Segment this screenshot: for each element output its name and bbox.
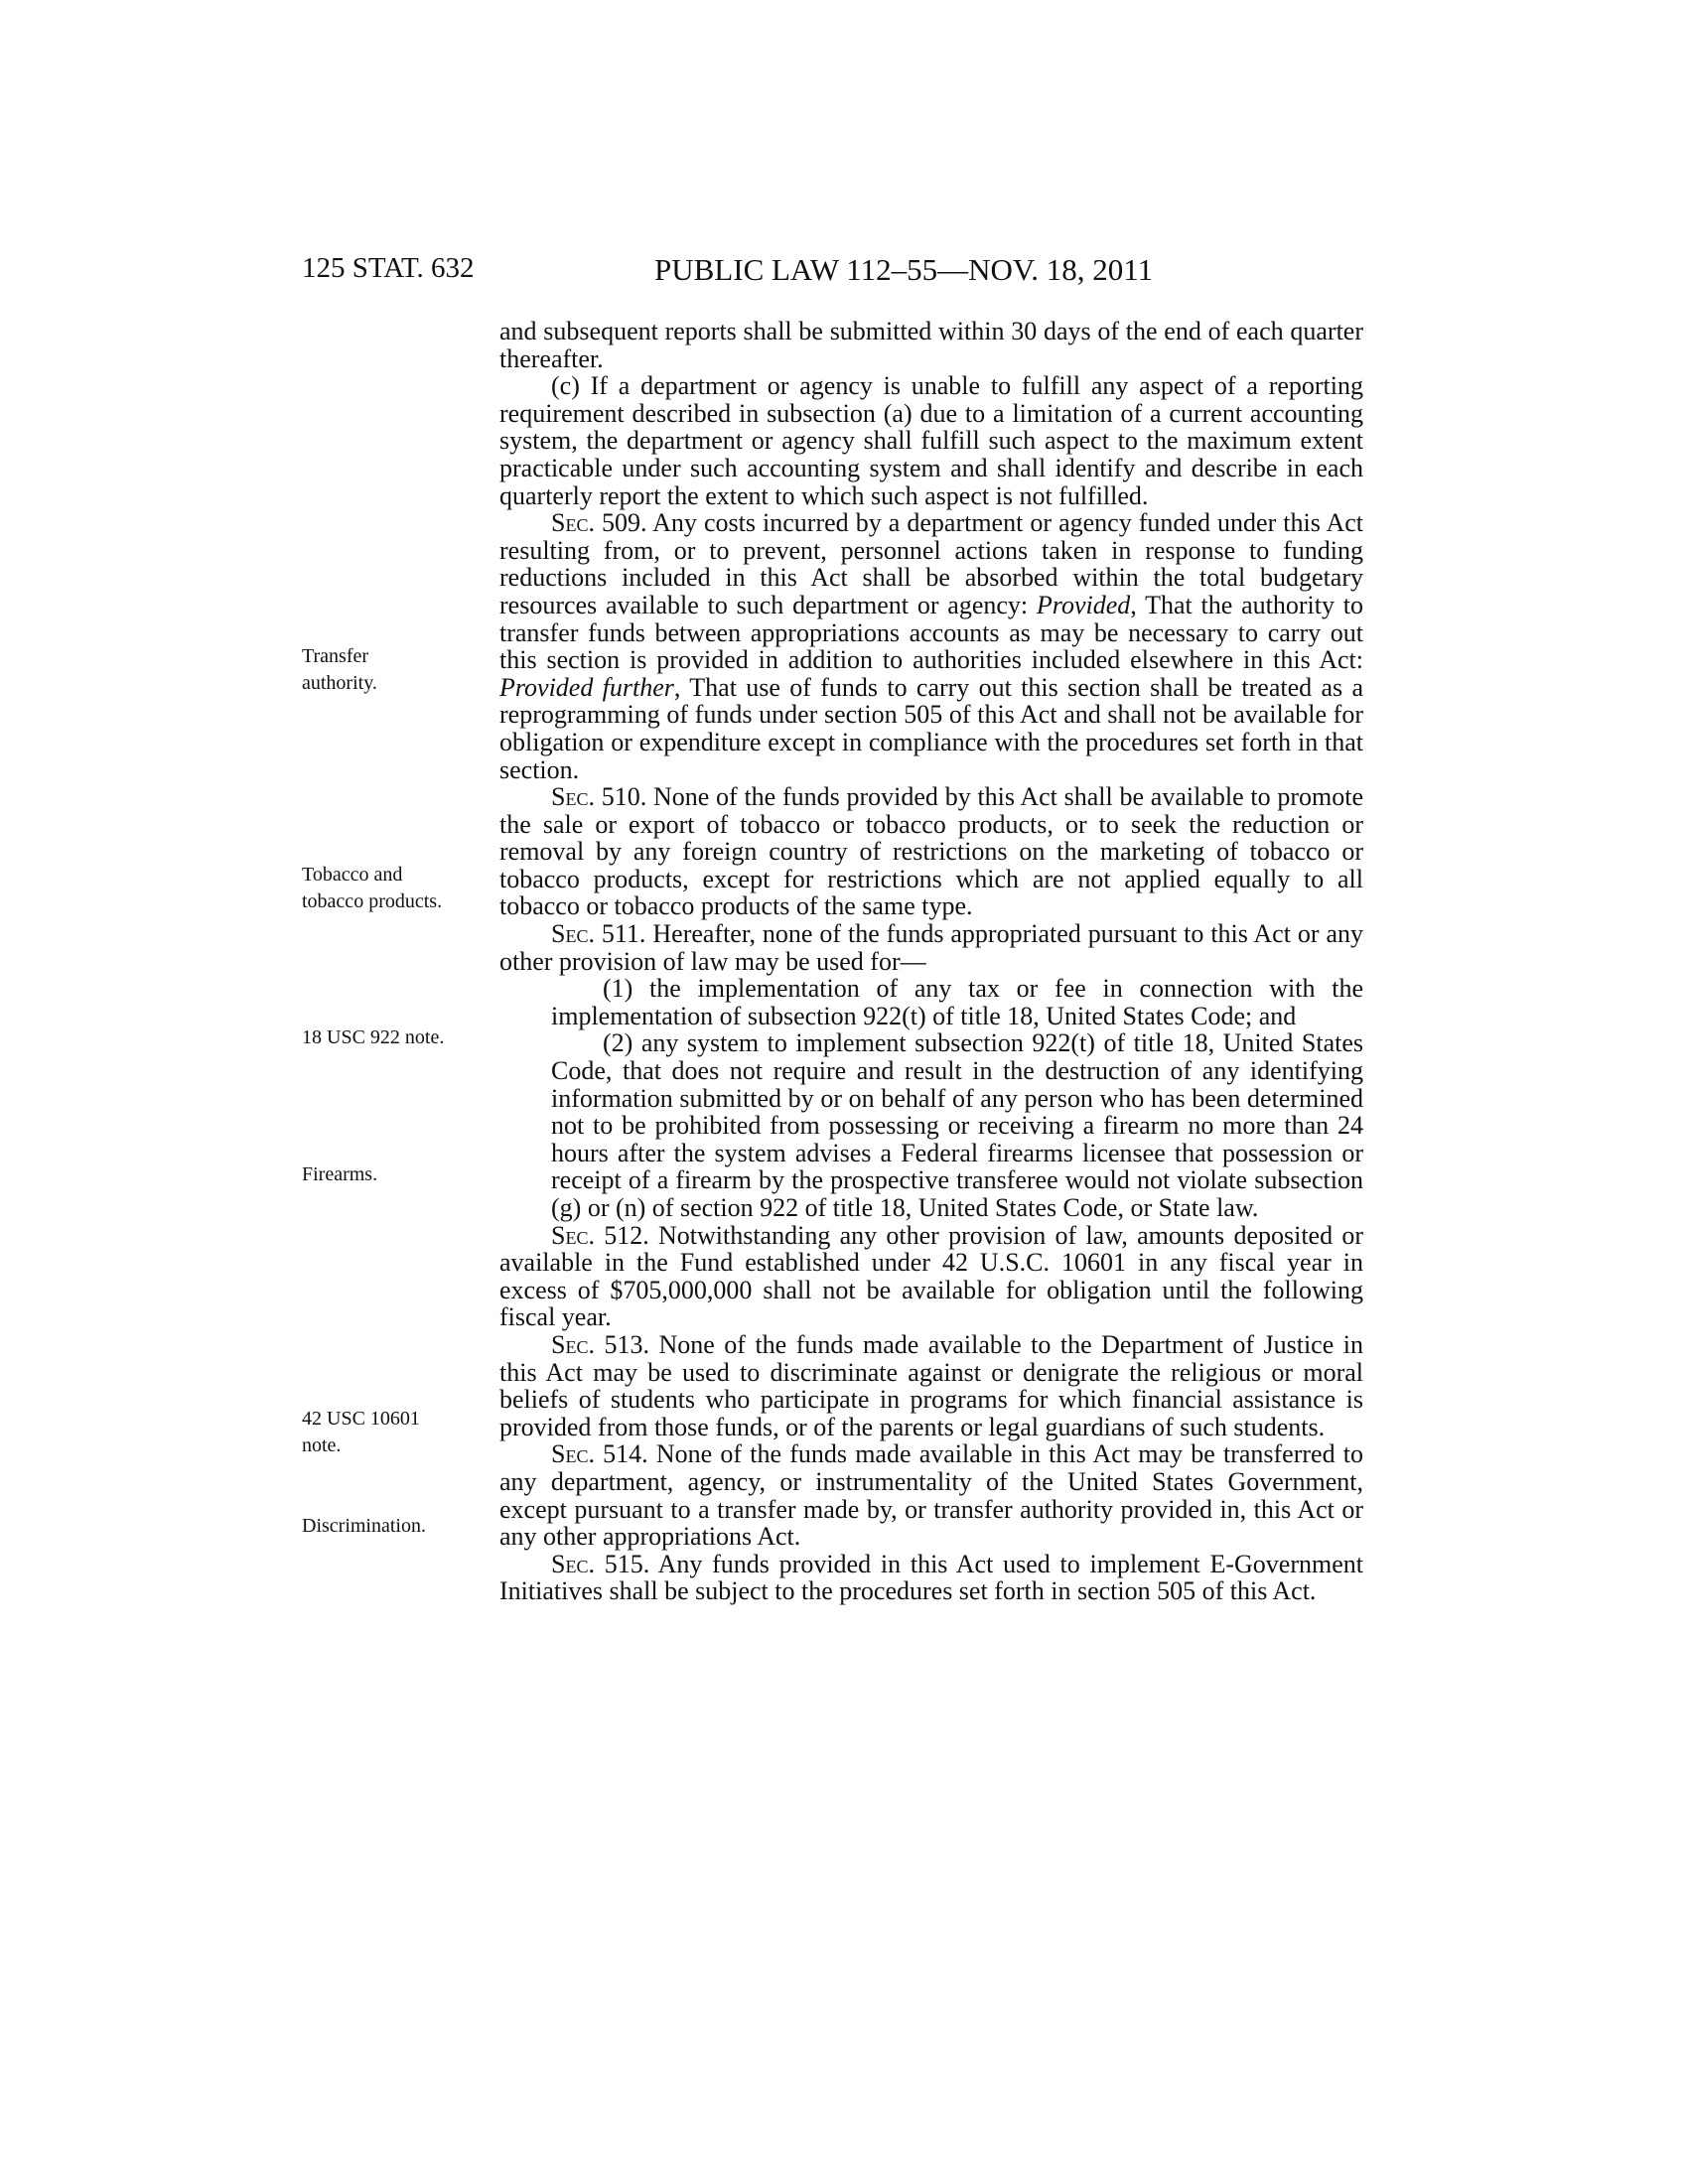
- section-515: Sec. 515. Any funds provided in this Act used to implement E-Government Initiatives shall be subject to the procedures set forth in section 505 of this Act.: [499, 1549, 1363, 1606]
- section-511-label: Sec. 511.: [551, 919, 646, 949]
- section-512: Sec. 512. Notwithstanding any other provision of law, amounts deposited or available in the Fund established under 42 U.S.C. 10601 in any fiscal year in excess of $705,000,000 shall not be available for obligation until the following fiscal year.: [499, 1220, 1364, 1332]
- section-514: Sec. 514. None of the funds made available in this Act may be transferred to any department, agency, or instrumentality of the United States Government, except pursuant to a transfer made by, or transfer authority provided in, this Act or any other appropriations Act.: [499, 1439, 1363, 1552]
- section-511-item-2: (2) any system to implement subsection 922(t) of title 18, United States Code, that does not require and result in the destruction of any identifying information submitted by or on behalf of any person who has been determined not to be prohibited from possessing or receiving a firearm no more than 24 hours after the system advises a Federal firearms licensee that possession or receipt of a firearm by the prospective transferee would not violate subsection (g) or (n) of section 922 of title 18, United States Code, or State law.: [551, 1028, 1363, 1222]
- section-510: Sec. 510. None of the funds provided by this Act shall be available to promote the sale or export of tobacco or tobacco products, or to seek the reduction or removal by any foreign country of restrictions on the marketing of tobacco or tobacco products, except for restrictions which are not applied equally to all tobacco or tobacco products of the same type.: [499, 782, 1363, 921]
- public-law-title: PUBLIC LAW 112–55—NOV. 18, 2011: [654, 252, 1154, 287]
- margin-note-transfer-authority: Transfer authority.: [302, 645, 377, 694]
- section-511: Sec. 511. Hereafter, none of the funds appropriated pursuant to this Act or any other provision of law may be used for—: [499, 919, 1363, 976]
- section-510-label: Sec. 510.: [551, 782, 647, 812]
- margin-note-tobacco: Tobacco and tobacco products.: [302, 864, 443, 912]
- provided-further-proviso: Provided further: [499, 672, 674, 702]
- section-511-item-1: (1) the implementation of any tax or fee in connection with the implementation of subsection 922(t) of title 18, United States Code; and: [551, 974, 1363, 1030]
- section-515-label: Sec. 515.: [551, 1549, 650, 1578]
- margin-note-discrimination: Discrimination.: [302, 1515, 426, 1537]
- section-514-label: Sec. 514.: [551, 1439, 648, 1469]
- margin-note-42-usc-10601: 42 USC 10601 note.: [302, 1408, 420, 1456]
- section-509: Sec. 509. Any costs incurred by a department or agency funded under this Act resulting from, or to prevent, personnel actions taken in response to funding reductions included in this Act shall be absorbed within the total budgetary resources available to such department or agency: Provided, That the authority to transfer funds between appropriations accounts as may be necessary to carry out this section is provided in addition to authorities included elsewhere in this Act: Provided further, That use of funds to carry out this section shall be treated as a reprogramming of funds under section 505 of this Act and shall not be available for obligation or expenditure except in compliance with the procedures set forth in that section.: [499, 508, 1364, 784]
- margin-note-18-usc-922: 18 USC 922 note.: [302, 1026, 445, 1048]
- section-512-label: Sec. 512.: [551, 1220, 649, 1250]
- section-509-label: Sec. 509.: [551, 508, 647, 538]
- section-513: Sec. 513. None of the funds made available to the Department of Justice in this Act may be used to discriminate against or denigrate the religious or moral beliefs of students who participate in programs for which financial assistance is provided from those funds, or of the parents or legal guardians of such students.: [499, 1329, 1363, 1441]
- paragraph-subsection-c: (c) If a department or agency is unable to fulfill any aspect of a reporting requirement described in subsection (a) due to a limitation of a current accounting system, the department or agency shall fulfill such aspect to the maximum extent practicable under such accounting system and shall identify and describe in each quarterly report the extent to which such aspect is not fulfilled.: [499, 371, 1363, 510]
- body-text: [499, 318, 1363, 1605]
- margin-note-firearms: Firearms.: [302, 1163, 378, 1185]
- statute-page-number: 125 STAT. 632: [302, 252, 475, 284]
- page-header: [302, 252, 1362, 292]
- section-513-label: Sec. 513.: [551, 1329, 649, 1359]
- provided-proviso: Provided: [1036, 590, 1131, 619]
- paragraph-continuation: and subsequent reports shall be submitted within 30 days of the end of each quarter thereafter.: [499, 317, 1363, 373]
